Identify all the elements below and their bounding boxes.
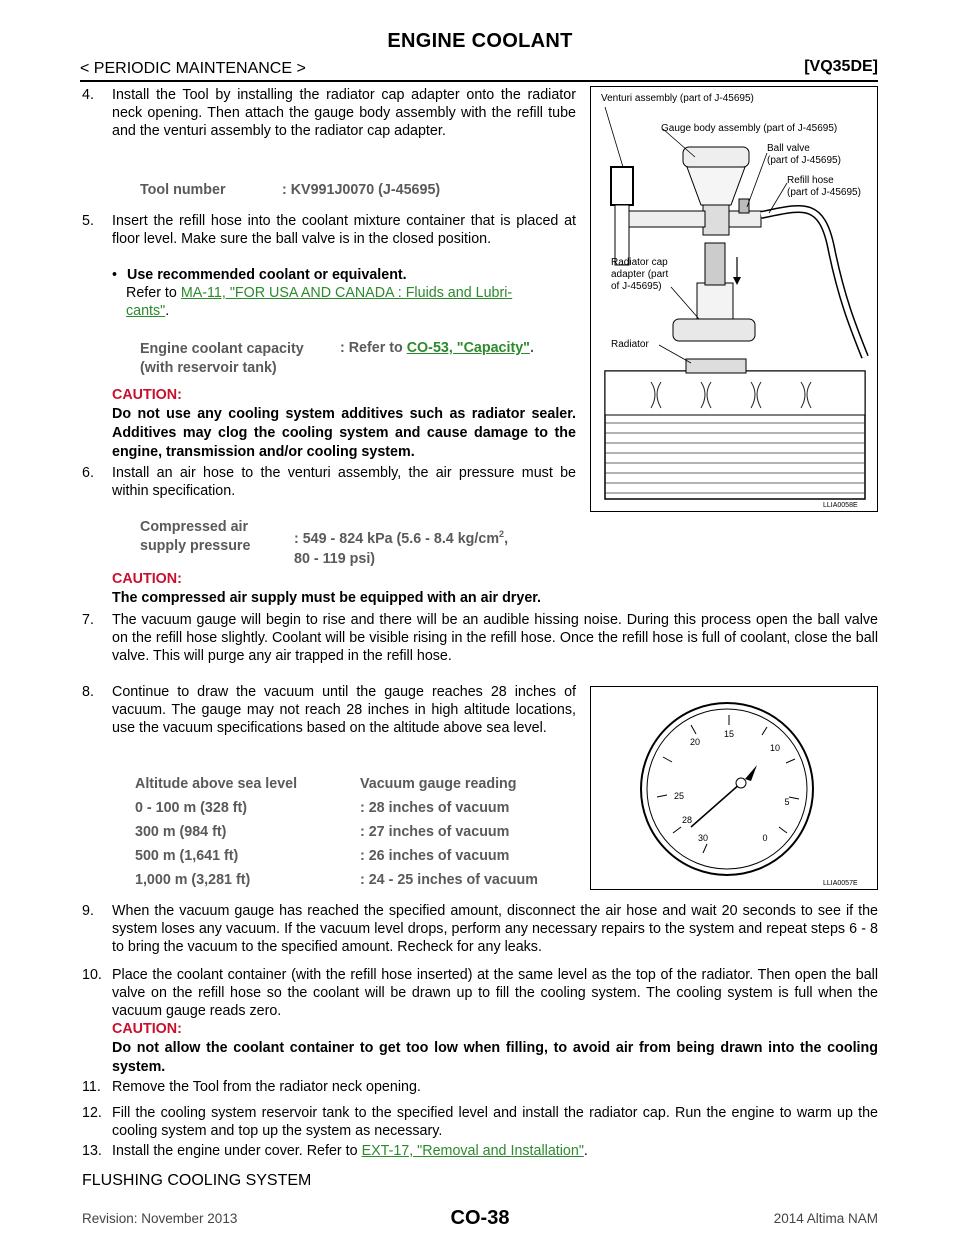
step-9: 9. When the vacuum gauge has reached the specified amount, disconnect the air hose and wait 20 seconds to see if the system loses any vacuum. If the vacuum level drops, perform any necessary repairs to the system and repeat steps 6 - 8 to bring the vacuum to the specified amount. Recheck for any leaks. xyxy=(82,903,878,955)
step-5: 5. Insert the refill hose into the coolant mixture container that is placed at floor level. Make sure the ball valve is in the closed position. xyxy=(82,213,576,247)
caution-2: CAUTION: The compressed air supply must be equipped with an air dryer. xyxy=(112,571,542,606)
gauge-top xyxy=(683,147,749,167)
header-rule xyxy=(80,80,878,82)
section-name: < PERIODIC MAINTENANCE > xyxy=(80,60,306,77)
step-11: 11. Remove the Tool from the radiator neck opening. xyxy=(82,1079,421,1095)
air-pressure-label: Compressed air supply pressure xyxy=(140,519,251,554)
label-cap-adapter-3: of J-45695) xyxy=(611,281,662,292)
label-refill-hose: Refill hose xyxy=(787,175,834,186)
vacuum-gauge-drawing xyxy=(591,687,877,889)
dial-15: 15 xyxy=(723,729,735,739)
tool-assembly-drawing xyxy=(591,87,877,511)
label-ball-valve-part: (part of J-45695) xyxy=(767,155,841,166)
figure-code: LLIA0058E xyxy=(823,502,858,509)
label-gauge-body: Gauge body assembly (part of J-45695) xyxy=(661,123,838,134)
page-number: CO-38 xyxy=(450,1207,510,1229)
venturi-tube xyxy=(615,205,629,265)
radiator-tank xyxy=(605,371,865,415)
figure-code: LLIA0057E xyxy=(823,880,858,887)
caution-3: CAUTION: Do not allow the coolant container to get too low when filling, to avoid air from being drawn into the cooling system. xyxy=(112,1021,878,1075)
link-ma-11-cont[interactable]: cants" xyxy=(126,303,166,319)
altitude-table xyxy=(135,776,575,896)
step-5-bullet: • Use recommended coolant or equivalent. Refer to MA-11, "FOR USA AND CANADA : Fluids and Lubri- cants". xyxy=(112,267,513,319)
tool-assembly-figure xyxy=(590,86,878,512)
gauge-pivot xyxy=(736,778,746,788)
radiator-cap-adapter xyxy=(673,319,755,341)
step-13: 13. Install the engine under cover. Refer to EXT-17, "Removal and Installation". xyxy=(82,1143,588,1159)
step-12: 12. Fill the cooling system reservoir tank to the specified level and install the radiator cap. Run the engine to warm up the cooling system and top up the system as necessary. xyxy=(82,1105,878,1139)
tool-number-value: : KV991J0070 (J-45695) xyxy=(282,182,441,198)
flow-arrow-head xyxy=(733,277,741,285)
dial-30: 30 xyxy=(697,833,709,843)
label-cap-adapter: Radiator cap xyxy=(611,257,668,268)
step-8: 8. Continue to draw the vacuum until the gauge reaches 28 inches of vacuum. The gauge may not reach 28 inches in high altitude locations, use the vacuum specifications based on the altitude above sea level. xyxy=(82,684,576,736)
link-ma-11[interactable]: MA-11, "FOR USA AND CANADA : Fluids and Lubri- xyxy=(180,285,513,301)
edition: 2014 Altima NAM xyxy=(773,1211,878,1226)
dial-25: 25 xyxy=(673,791,685,801)
table-row: 500 m (1,641 ft) : 26 inches of vacuum xyxy=(135,848,510,864)
gauge-stem xyxy=(703,205,729,235)
air-pressure-value: : 549 - 824 kPa (5.6 - 8.4 $kg/cm^2$, 80 - 119 psi) xyxy=(294,529,509,567)
revision-date: Revision: November 2013 xyxy=(82,1211,238,1226)
step-4: 4. Install the Tool by installing the radiator cap adapter onto the radiator neck opening. Then attach the gauge body assembly with the refill tube and the venturi assembly to the radiator cap adapter. xyxy=(82,87,576,139)
label-refill-hose-part: (part of J-45695) xyxy=(787,187,861,198)
table-row: 0 - 100 m (328 ft) : 28 inches of vacuum xyxy=(135,800,510,816)
tool-number-label: Tool number xyxy=(140,182,226,198)
table-row: 300 m (984 ft) : 27 inches of vacuum xyxy=(135,824,510,840)
dial-10: 10 xyxy=(769,743,781,753)
page-title: ENGINE COOLANT xyxy=(387,30,573,52)
step-7: 7. The vacuum gauge will begin to rise and there will be an audible hissing noise. During this process open the ball valve on the refill hose slightly. Coolant will be visible rising in the refill hose. Once the refill hose is full of coolant, close the ball valve. This will purge any air trapped in the refill hose. xyxy=(82,612,878,664)
dial-20: 20 xyxy=(689,737,701,747)
venturi-line xyxy=(629,211,705,227)
step-6: 6. Install an air hose to the venturi assembly, the air pressure must be within specification. xyxy=(82,465,576,499)
table-row: 1,000 m (3,281 ft) : 24 - 25 inches of vacuum xyxy=(135,872,538,888)
capacity-value: : Refer to CO-53, "Capacity". xyxy=(340,340,534,356)
label-cap-adapter-2: adapter (part xyxy=(611,269,669,280)
vacuum-gauge-figure xyxy=(590,686,878,890)
caution-1: CAUTION: Do not use any cooling system additives such as radiator sealer. Additives may clog the cooling system and cause damage to the engine, transmission and/or cooling system. xyxy=(112,387,576,460)
altitude-table-header: Altitude above sea level Vacuum gauge reading xyxy=(135,776,517,792)
capacity-label: Engine coolant capacity (with reservoir tank) xyxy=(140,341,304,376)
step-10: 10. Place the coolant container (with the refill hose inserted) at the same level as the top of the radiator. Then open the ball valve on the refill hose so the coolant will be drawn up to fill the cooling system. The cooling system is full when the vacuum gauge reads zero. xyxy=(82,967,878,1019)
model-code: [VQ35DE] xyxy=(804,58,878,75)
refill-hose-inner xyxy=(761,209,865,357)
venturi-body xyxy=(611,167,633,205)
gauge-body xyxy=(687,167,745,205)
adapter-coupling xyxy=(697,283,733,319)
radiator-neck xyxy=(686,359,746,373)
label-venturi: Venturi assembly (part of J-45695) xyxy=(601,93,754,104)
section-heading: FLUSHING COOLING SYSTEM xyxy=(82,1172,312,1189)
dial-28: 28 xyxy=(681,815,693,825)
label-radiator: Radiator xyxy=(611,339,649,350)
dial-5: 5 xyxy=(784,797,790,807)
link-ext-17[interactable]: EXT-17, "Removal and Installation" xyxy=(361,1143,584,1159)
quick-connect xyxy=(705,243,725,285)
label-ball-valve: Ball valve xyxy=(767,143,810,154)
dial-0: 0 xyxy=(762,833,768,843)
link-co-53[interactable]: CO-53, "Capacity" xyxy=(406,340,530,356)
refill-hose xyxy=(761,209,865,357)
